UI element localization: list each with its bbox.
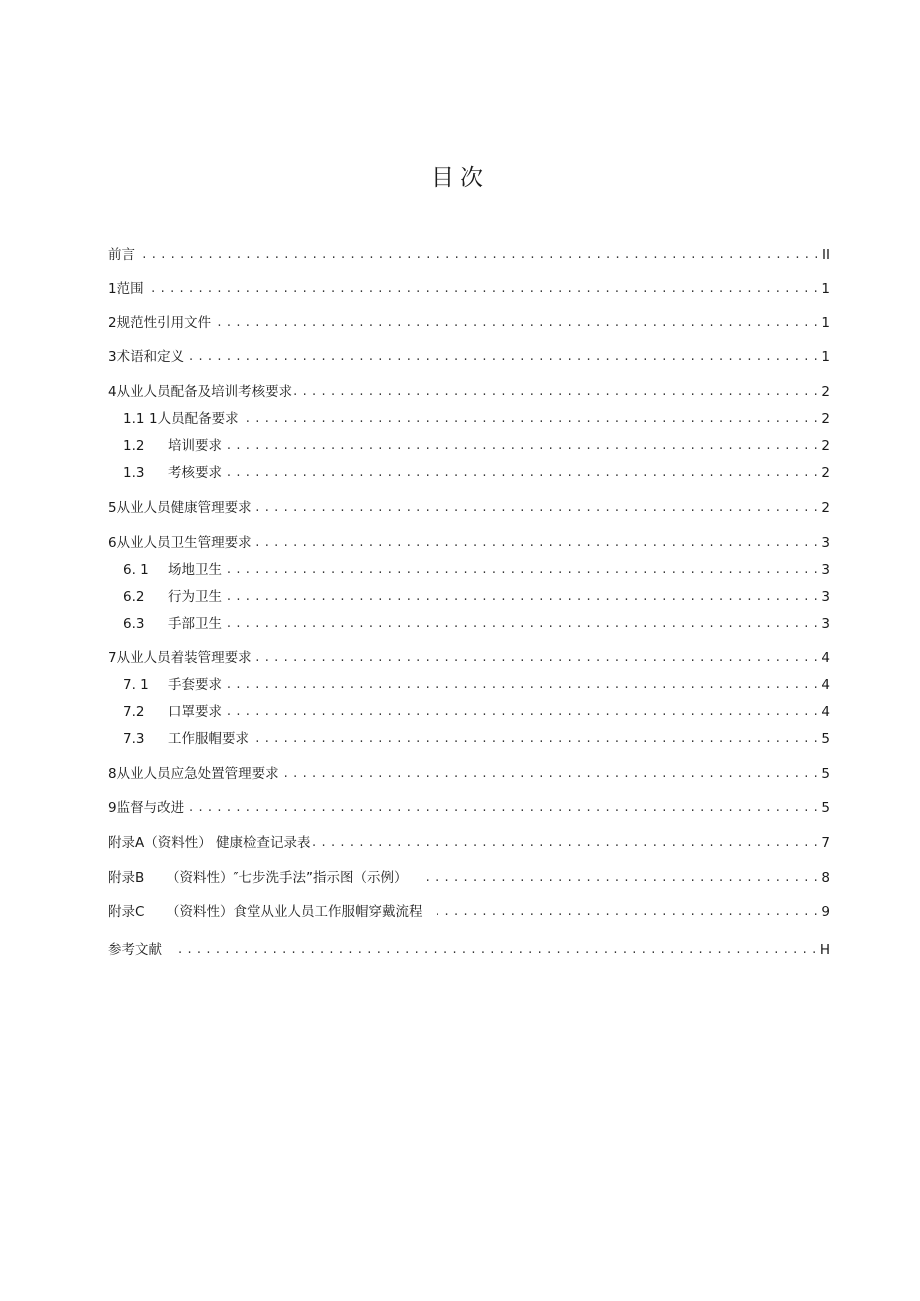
dot-leader xyxy=(224,560,818,580)
entry-page: 5 xyxy=(821,800,830,816)
entry-label: 术语和定义 xyxy=(116,349,185,365)
toc-entry-section-7[interactable] xyxy=(108,648,830,668)
entry-number: 7.3 xyxy=(123,731,145,747)
entry-number: 6. 1 xyxy=(123,562,149,578)
entry-page: 3 xyxy=(821,562,830,578)
toc-entry-appendix-a[interactable] xyxy=(108,833,830,853)
entry-number: 2 xyxy=(108,315,117,331)
dot-leader xyxy=(186,798,818,818)
entry-label: 工作服帽要求 xyxy=(168,731,249,747)
entry-page: 2 xyxy=(821,438,830,454)
entry-page: 4 xyxy=(821,704,830,720)
toc-entry-6-3[interactable] xyxy=(123,614,830,634)
entry-number: 1.1 xyxy=(123,411,145,427)
entry-number: 1.2 xyxy=(123,438,145,454)
dot-leader xyxy=(224,614,818,634)
dot-leader xyxy=(224,675,818,695)
entry-page: 8 xyxy=(821,870,830,886)
entry-label: 培训要求 xyxy=(168,438,222,454)
entry-number: 4 xyxy=(108,384,117,400)
entry-page: 2 xyxy=(821,411,830,427)
entry-label: 监督与改进 xyxy=(116,800,185,816)
toc-entry-6-2[interactable] xyxy=(123,587,830,607)
dot-leader xyxy=(137,245,819,265)
toc-entry-section-8[interactable] xyxy=(108,764,830,784)
entry-number: 6.2 xyxy=(123,589,145,605)
toc-entry-section-5[interactable] xyxy=(108,498,830,518)
toc-entry-terms-definitions[interactable] xyxy=(108,347,830,367)
entry-label: 从业人员卫生管理要求 xyxy=(116,535,252,551)
page-title: 目次 xyxy=(431,165,489,191)
entry-number: 8 xyxy=(108,766,117,782)
entry-page: 5 xyxy=(821,766,830,782)
entry-page: H xyxy=(819,942,830,958)
entry-label: （资料性） 健康检查记录表 xyxy=(144,835,311,851)
toc-entry-4-2[interactable] xyxy=(123,436,830,456)
entry-number: 3 xyxy=(108,349,117,365)
entry-number: 1 xyxy=(108,281,117,297)
dot-leader xyxy=(313,833,819,853)
toc-entry-4-1[interactable] xyxy=(123,409,830,429)
entry-number: 7. 1 xyxy=(123,677,149,693)
entry-label: （资料性）食堂从业人员工作服帽穿戴流程 xyxy=(166,904,423,920)
dot-leader xyxy=(254,533,819,553)
entry-number: 6 xyxy=(108,535,117,551)
dot-leader xyxy=(281,764,819,784)
toc-entry-scope[interactable] xyxy=(108,279,830,299)
entry-page: 5 xyxy=(821,731,830,747)
entry-label: 手部卫生 xyxy=(168,616,222,632)
entry-number: 附录A xyxy=(108,835,145,851)
entry-label: 口罩要求 xyxy=(168,704,222,720)
entry-label: 从业人员应急处置管理要求 xyxy=(116,766,279,782)
dot-leader xyxy=(437,902,819,922)
toc-entry-bibliography[interactable] xyxy=(108,940,830,960)
entry-number: 附录B xyxy=(108,870,145,886)
dot-leader xyxy=(224,702,818,722)
toc-entry-7-2[interactable] xyxy=(123,702,830,722)
entry-page: 2 xyxy=(821,500,830,516)
toc-entry-4-3[interactable] xyxy=(123,463,830,483)
entry-page: 1 xyxy=(821,315,830,331)
entry-page: 1 xyxy=(821,281,830,297)
toc-entry-7-1[interactable] xyxy=(123,675,830,695)
entry-label: 从业人员配备及培训考核要求 xyxy=(116,384,293,400)
entry-label: 1人员配备要求 xyxy=(149,411,239,427)
entry-number: 9 xyxy=(108,800,117,816)
entry-number: 附录C xyxy=(108,904,145,920)
dot-leader xyxy=(224,436,818,456)
toc-entry-section-9[interactable] xyxy=(108,798,830,818)
entry-label: （资料性）″七步洗手法”指示图（示例） xyxy=(166,870,408,886)
entry-page: 3 xyxy=(821,535,830,551)
entry-label: 规范性引用文件 xyxy=(116,315,212,331)
toc-entry-6-1[interactable] xyxy=(123,560,830,580)
dot-leader xyxy=(422,868,819,888)
entry-page: 3 xyxy=(821,616,830,632)
entry-number: 7 xyxy=(108,650,117,666)
toc-entry-normative-references[interactable] xyxy=(108,313,830,333)
entry-label: 范围 xyxy=(116,281,144,297)
entry-number: 7.2 xyxy=(123,704,145,720)
entry-number: 5 xyxy=(108,500,117,516)
dot-leader xyxy=(186,347,818,367)
entry-label: 从业人员健康管理要求 xyxy=(116,500,252,516)
dot-leader xyxy=(176,940,817,960)
entry-label: 行为卫生 xyxy=(168,589,222,605)
toc-entry-7-3[interactable] xyxy=(123,729,830,749)
entry-page: 4 xyxy=(821,650,830,666)
entry-label: 从业人员着装管理要求 xyxy=(116,650,252,666)
toc-entry-section-4[interactable] xyxy=(108,382,830,402)
entry-page: 7 xyxy=(821,835,830,851)
entry-label: 前言 xyxy=(108,247,135,263)
dot-leader xyxy=(224,587,818,607)
toc-entry-section-6[interactable] xyxy=(108,533,830,553)
entry-page: 2 xyxy=(821,384,830,400)
dot-leader xyxy=(213,313,818,333)
entry-page: 1 xyxy=(821,349,830,365)
entry-label: 考核要求 xyxy=(168,465,222,481)
entry-page: 4 xyxy=(821,677,830,693)
toc-entry-appendix-b[interactable] xyxy=(108,868,830,888)
dot-leader xyxy=(241,409,819,429)
dot-leader xyxy=(254,648,819,668)
entry-label: 参考文献 xyxy=(108,942,162,958)
dot-leader xyxy=(224,463,818,483)
entry-number: 6.3 xyxy=(123,616,145,632)
entry-page: 9 xyxy=(821,904,830,920)
dot-leader xyxy=(294,382,818,402)
entry-number: 1.3 xyxy=(123,465,145,481)
entry-page: 2 xyxy=(821,465,830,481)
entry-page: II xyxy=(822,247,830,263)
entry-label: 场地卫生 xyxy=(168,562,222,578)
entry-label: 手套要求 xyxy=(168,677,222,693)
dot-leader xyxy=(254,498,819,518)
toc-entry-appendix-c[interactable] xyxy=(108,902,830,922)
entry-page: 3 xyxy=(821,589,830,605)
toc-entry-preface[interactable] xyxy=(108,245,830,265)
dot-leader xyxy=(251,729,818,749)
dot-leader xyxy=(146,279,819,299)
